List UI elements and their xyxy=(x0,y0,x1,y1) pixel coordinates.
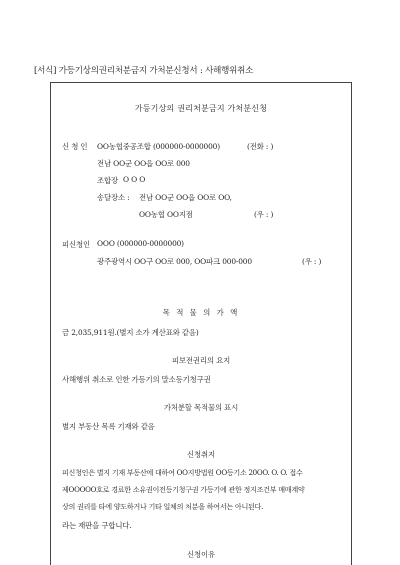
rights-section-title: 피보전권리의 요지 xyxy=(171,356,231,365)
purpose-section-title: 신청취지 xyxy=(187,450,215,459)
applicant-phone: (전화 : ) xyxy=(247,142,274,151)
respondent-address: 광주광역시 OO구 OO로 000, OO파크 000-000 xyxy=(97,257,252,266)
respondent-name: OOO (000000-0000000) xyxy=(97,239,184,248)
purpose-line-3: 상의 권리를 타에 양도하거나 기타 일체의 처분을 하여서는 아니된다. xyxy=(62,502,264,511)
form-header: [서식] 가등기상의권리처분금지 가처분신청서 : 사해행위취소 xyxy=(34,66,254,76)
applicant-label: 신 청 인 xyxy=(62,142,88,151)
target-section-title: 가처분할 목적물의 표시 xyxy=(163,403,239,412)
service-label: 송달장소 : xyxy=(97,193,130,202)
applicant-name: OO농협중공조합 (000000-0000000) xyxy=(97,142,220,151)
reason-section-title: 신청이유 xyxy=(187,550,215,559)
representative-label: 조합장 xyxy=(97,176,118,185)
purpose-line-4: 라는 재판을 구합니다. xyxy=(62,521,132,530)
service-address-line2: OO농협 OO지점 xyxy=(139,210,193,219)
respondent-label: 피신청인 xyxy=(62,240,90,249)
rights-text: 사해행위 취소로 인한 가등기의 말소등기청구권 xyxy=(62,375,211,384)
purpose-line-2: 제OOOOO호로 경료한 소유권이전등기청구권 가등기에 관한 정지조건부 매매계약 xyxy=(62,485,305,494)
applicant-address: 전남 OO군 OO읍 OO로 000 xyxy=(97,159,190,168)
service-address-line1: 전남 OO군 OO읍 OO로 OO, xyxy=(139,193,232,202)
purpose-line-1: 피신청인은 별지 기재 부동산에 대하여 OO지방법원 OO등기소 20OO. O. O. 접수 xyxy=(62,468,303,477)
target-text: 별지 부동산 목록 기재와 같음 xyxy=(62,422,155,431)
document-frame xyxy=(50,82,352,565)
value-section-title: 목 적 물 의 가 액 xyxy=(162,308,240,317)
respondent-zip: (우 : ) xyxy=(302,257,322,266)
applicant-zip: (우 : ) xyxy=(254,210,274,219)
document-title: 가등기상의 권리처분금지 가처분신청 xyxy=(134,104,268,113)
value-text: 금 2,035,911원.(별지 소가 계산표와 같음) xyxy=(62,328,199,337)
representative-name: O O O xyxy=(123,175,146,184)
